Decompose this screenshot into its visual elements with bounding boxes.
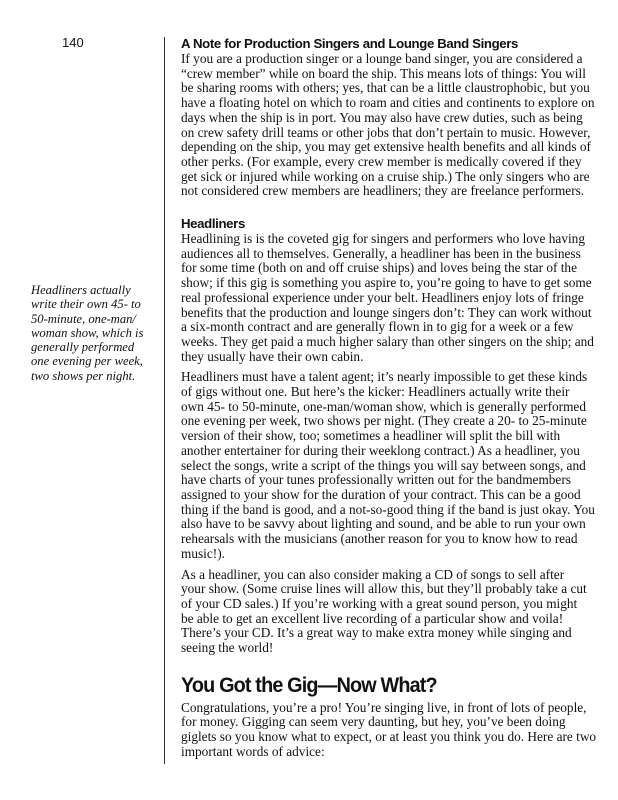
pull-quote-line: Headliners actually [31, 283, 131, 297]
text-line: rehearsals with the musicians (another reason for you to know how to read [181, 531, 578, 547]
text-line: Congratulations, you’re a pro! You’re singing live, in front of lots of people, [181, 699, 587, 715]
page-number: 140 [62, 35, 84, 50]
text-line: for some time (both on and off cruise ships) and loves being the star of the [181, 260, 577, 276]
pull-quote-line: woman show, which is [31, 325, 144, 340]
text-line: giglets so you know what to expect, or at least you think you do. Here are two [181, 729, 597, 745]
text-line: Headliners must have a talent agent; it’s nearly impossible to get these kinds [181, 369, 588, 385]
text-line: other perks. (For example, every crew member is medically covered if they [181, 153, 582, 169]
text-line: be sharing rooms with others; yes, that can be a little claustrophobic, but you [181, 80, 590, 96]
text-line: music!). [181, 545, 225, 561]
text-line: important words of advice: [181, 743, 325, 759]
text-line: audiences all to themselves. Generally, a headliner has been in the business [181, 245, 581, 261]
text-line: another entertainer for during their weeklong contract.) As a headliner, you [181, 442, 580, 458]
pull-quote-line: two shows per night. [31, 368, 136, 383]
text-line: days when the ship is in port. You may also have crew duties, such as being [181, 109, 583, 125]
text-line: for money. Gigging can seem very daunting, but hey, you’ve been doing [181, 714, 566, 730]
pull-quote-line: generally performed [31, 340, 135, 355]
text-line: on crew safety drill teams or other jobs that don’t pertain to music. However, [181, 124, 591, 140]
paragraph [181, 566, 587, 656]
section-production-singers [181, 36, 595, 199]
section-headliners [181, 216, 595, 656]
text-line: version of their show, too; sometimes a headliner will split the bill with [181, 428, 561, 444]
text-line: of gigs without one. But here’s the kicker: Headliners actually write their [181, 384, 570, 400]
section-heading: Headliners [181, 216, 245, 232]
column-divider-rule [164, 37, 165, 764]
text-line: of your CD sales.) If you’re working with a great sound person, you might [181, 595, 578, 611]
text-line: show; if this gig is something you aspire to, you’re going to have to get some [181, 275, 592, 291]
text-line: There’s your CD. It’s a great way to make extra money while singing and [181, 625, 572, 641]
main-text-column [181, 36, 597, 760]
text-line: one evening per week, two shows per night. (They create a 20- to 25-minute [181, 413, 587, 429]
text-line: weeks. They get paid a much higher salary than other singers on the ship; and [181, 333, 594, 349]
text-line: own 45- to 50-minute, one-man/woman show, which is generally performed [181, 398, 586, 414]
text-line: get sick or injured while working on a cruise ship.) The only singers who are [181, 168, 590, 184]
text-line: be able to get an excellent live recording of a particular show and voila! [181, 610, 564, 626]
text-line: thing if the band is good, and a not-so-good thing if the band is just okay. You [181, 501, 595, 517]
text-line: As a headliner, you can also consider making a CD of songs to sell after [181, 566, 565, 582]
text-line: select the songs, write a script of the things you will say between songs, and [181, 457, 586, 473]
section-heading: A Note for Production Singers and Lounge Band Singers [181, 36, 519, 51]
pull-quote-line: 50-minute, one-man/ [31, 311, 136, 326]
text-line: depending on the ship, you may get extensive health benefits and all kinds of [181, 139, 591, 155]
pull-quote-line: write their own 45- to [31, 297, 141, 312]
margin-pull-quote [31, 283, 161, 383]
text-line: seeing the world! [181, 640, 274, 656]
pull-quote-line: one evening per week, [31, 354, 143, 369]
text-line: assigned to your show for the duration of your contract. This can be a good [181, 486, 581, 502]
text-line: “crew member” while on board the ship. This means lots of things: You will [181, 65, 586, 81]
text-line: have charts of your tunes professionally written out for the bandmembers [181, 472, 571, 488]
text-line: If you are a production singer or a lounge band singer, you are considered a [181, 51, 583, 66]
paragraph [181, 369, 595, 561]
paragraph [181, 231, 594, 364]
text-line: a six-month contract and are generally flown in to gig for a week or a few [181, 319, 574, 335]
text-line: not considered crew members are headliners; they are freelance performers. [181, 183, 585, 199]
paragraph [181, 51, 595, 199]
text-line: have a floating hotel on which to roam and cities and continents to explore on [181, 95, 595, 111]
section-you-got-the-gig [181, 672, 597, 760]
text-line: your show. (Some cruise lines will allow this, but they’ll probably take a cut [181, 581, 587, 597]
text-line: Headlining is is the coveted gig for singers and performers who love having [181, 231, 585, 247]
paragraph [181, 699, 597, 760]
text-line: also have to be savvy about lighting and sound, and be able to run your own [181, 516, 586, 532]
text-line: benefits that the production and lounge singers don’t: They can work without [181, 304, 592, 320]
text-line: they usually have their own cabin. [181, 348, 364, 364]
chapter-section-heading: You Got the Gig—Now What? [181, 672, 437, 697]
text-line: real professional experience under your belt. Headliners enjoy lots of fringe [181, 289, 584, 305]
